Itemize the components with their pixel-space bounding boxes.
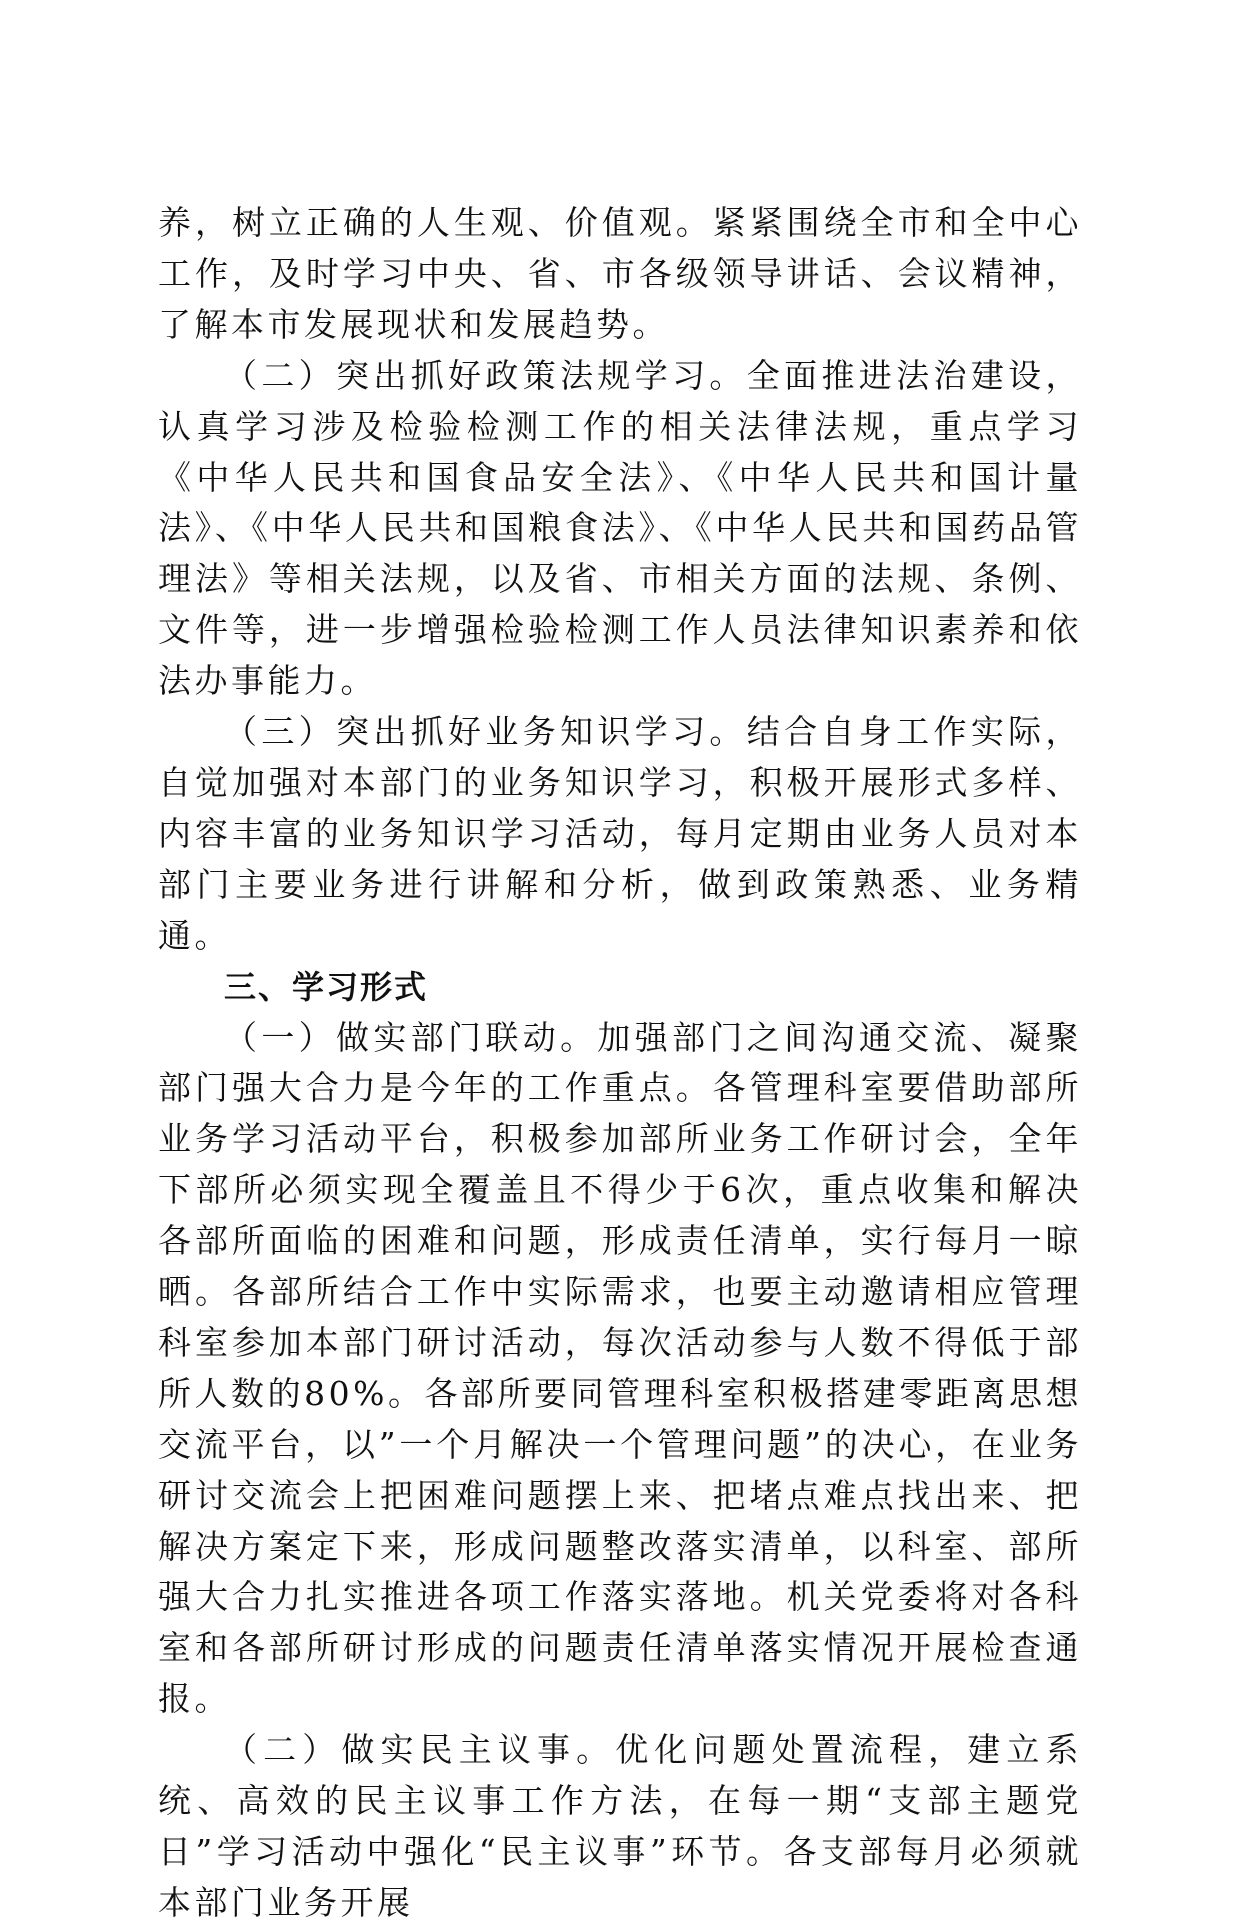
paragraph-department-linkage: （一）做实部门联动。加强部门之间沟通交流、凝聚部门强大合力是今年的工作重点。各管理科室要借助部所业务学习活动平台，积极参加部所业务工作研讨会，全年下部所必须实现全覆盖且不得少于6次，重点收集和解决各部所面临的困难和问题，形成责任清单，实行每月一晾晒。各部所结合工作中实际需求，也要主动邀请相应管理科室参加本部门研讨活动，每次活动参与人数不得低于部所人数的80%。各部所要同管理科室积极搭建零距离思想交流平台，以”一个月解决一个管理问题”的决心，在业务研讨交流会上把困难问题摆上来、把堵点难点找出来、把解决方案定下来，形成问题整改落实清单，以科室、部所强大合力扎实推进各项工作落实落地。机关党委将对各科室和各部所研讨形成的问题责任清单落实情况开展检查通报。 bbox=[158, 1017, 1082, 1719]
document-page bbox=[158, 198, 1082, 1929]
section-heading-study-forms: 三、学习形式 bbox=[224, 967, 429, 1006]
paragraph-continuation: 养，树立正确的人生观、价值观。紧紧围绕全市和全中心工作，及时学习中央、省、市各级领导讲话、会议精神，了解本市发展现状和发展趋势。 bbox=[158, 203, 1082, 344]
paragraph-policy-law-study: （二）突出抓好政策法规学习。全面推进法治建设，认真学习涉及检验检测工作的相关法律法规，重点学习《中华人民共和国食品安全法》、《中华人民共和国计量法》、《中华人民共和国粮食法》、《中华人民共和国药品管理法》等相关法规，以及省、市相关方面的法规、条例、文件等，进一步增强检验检测工作人员法律知识素养和依法办事能力。 bbox=[158, 355, 1082, 701]
paragraph-business-knowledge-study: （三）突出抓好业务知识学习。结合自身工作实际，自觉加强对本部门的业务知识学习，积极开展形式多样、内容丰富的业务知识学习活动，每月定期由业务人员对本部门主要业务进行讲解和分析，做到政策熟悉、业务精通。 bbox=[158, 712, 1082, 955]
paragraph-democratic-discussion: （二）做实民主议事。优化问题处置流程，建立系统、高效的民主议事工作方法，在每一期“支部主题党日”学习活动中强化“民主议事”环节。各支部每月必须就本部门业务开展 bbox=[158, 1730, 1082, 1922]
